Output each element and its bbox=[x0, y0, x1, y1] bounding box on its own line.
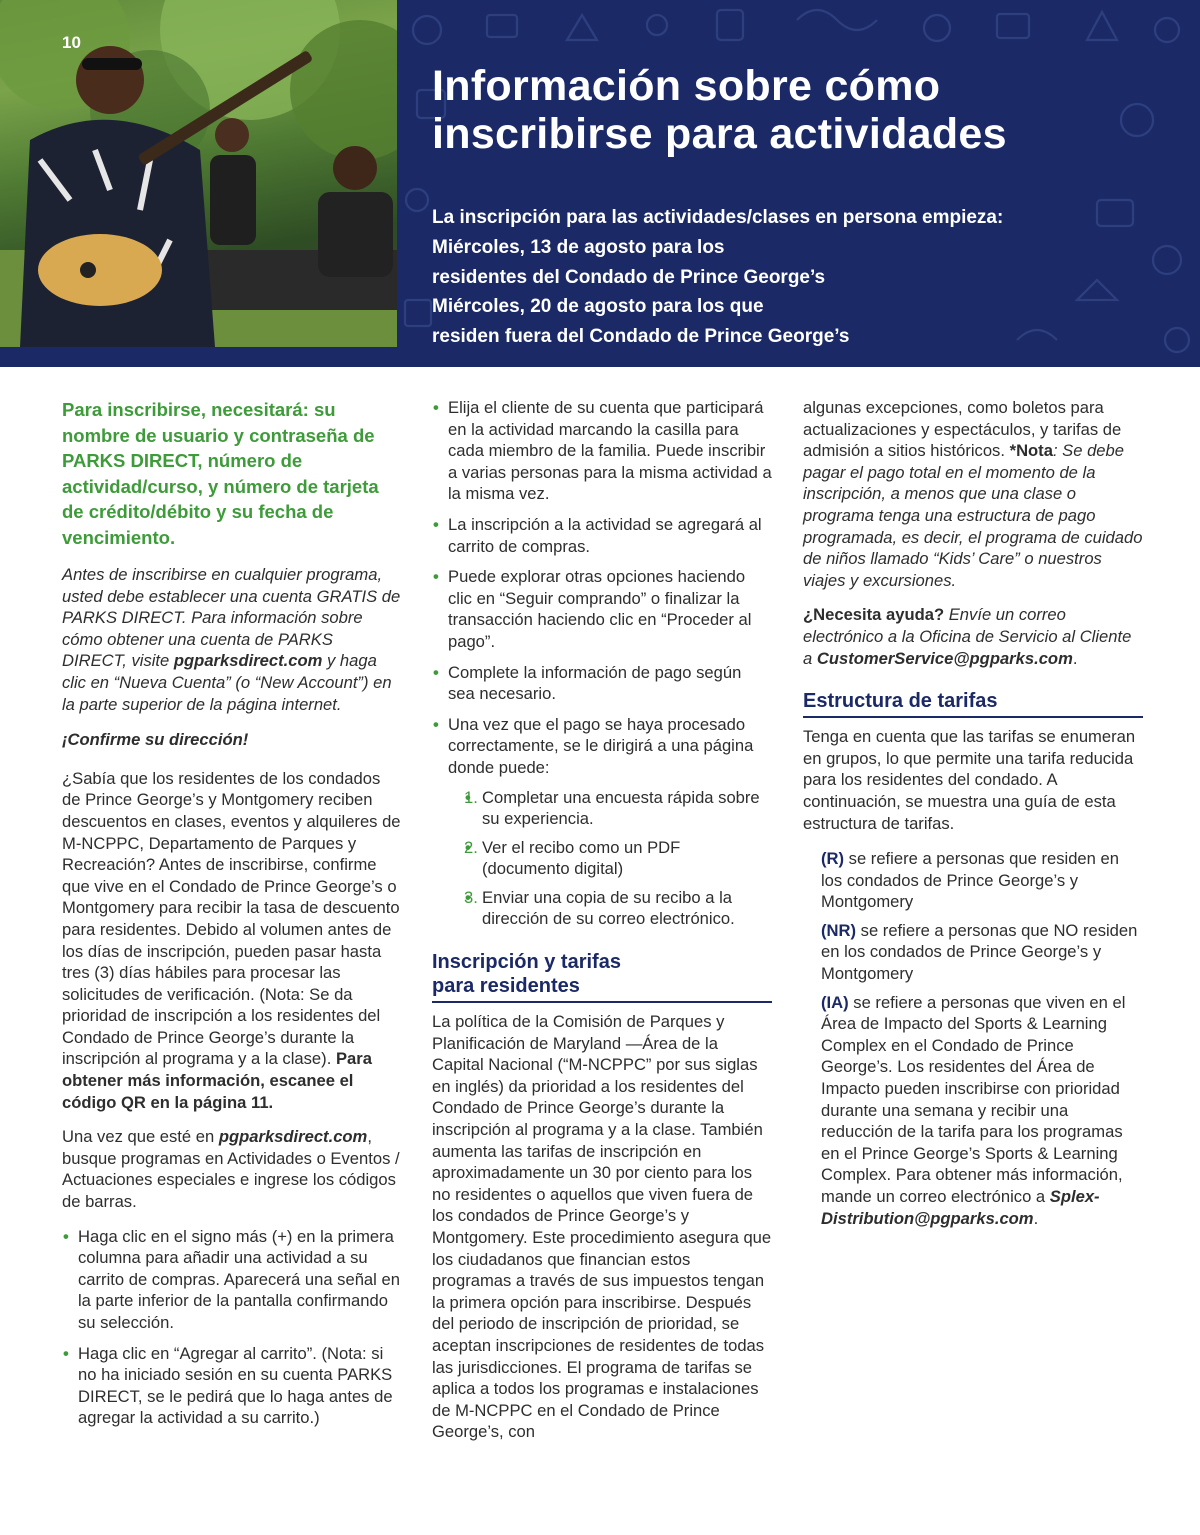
step-number: • 1. bbox=[464, 787, 478, 807]
tier-nonresident bbox=[821, 920, 1143, 985]
registration-intro: La inscripción para las actividades/clases en persona empieza: bbox=[432, 207, 1004, 228]
exceptions-paragraph bbox=[803, 397, 1143, 591]
resident-fees-heading bbox=[432, 950, 772, 1003]
numbered-item bbox=[464, 787, 772, 830]
checkout-steps-list bbox=[432, 397, 772, 930]
help-paragraph bbox=[803, 604, 1143, 669]
title-banner bbox=[397, 0, 1200, 367]
exceptions-text: algunas excepciones, como boletos para actualizaciones y espectáculos, y tarifas de admisión a sitios históricos. bbox=[803, 398, 1122, 461]
registration-dates-nonresidents bbox=[432, 292, 1172, 352]
parksdirect-link[interactable]: pgparksdirect.com bbox=[173, 651, 323, 671]
list-item: • Puede explorar otras opciones haciendo clic en “Seguir comprando” o finalizar la transacción haciendo clic en “Proceder al pago”. bbox=[432, 566, 772, 652]
step-text: Enviar una copia de su recibo a la dirección de su correo electrónico. bbox=[482, 887, 735, 929]
online-text-2: , busque programas en Actividades o Eventos / Actuaciones especiales e ingrese los códigos de barras. bbox=[62, 1127, 400, 1212]
date-residents-line-1: Miércoles, 13 de agosto para los bbox=[432, 237, 725, 258]
step-text: Ver el recibo como un PDF (documento digital) bbox=[482, 837, 681, 879]
step-number: • 3. bbox=[464, 887, 478, 907]
help-label: ¿Necesita ayuda? bbox=[803, 605, 945, 625]
requirements-lead: Para inscribirse, necesitará: su nombre de usuario y contraseña de PARKS DIRECT, número de actividad/curso, y número de tarjeta de crédito/débito y su fecha de vencimiento. bbox=[62, 399, 379, 548]
column-1 bbox=[62, 397, 402, 1438]
tier-code-nr: (NR) bbox=[821, 920, 857, 940]
tier-code-r: (R) bbox=[821, 849, 845, 869]
list-item bbox=[432, 714, 772, 930]
title-line-2: inscribirse para actividades bbox=[432, 110, 1007, 158]
resident-policy-paragraph: La política de la Comisión de Parques y Planificación de Maryland —Área de la Capital Nacional (“M-NCPPC” por sus siglas en inglés) da prioridad a los residentes del Condado de Prince George’s durante la inscripción al programa y a la clase. También aumenta las tarifas de inscripción en aproximadamente un 30 por ciento para los no residentes o aquellos que viven fuera de los condados de Prince George’s y Montgomery. Este procedimiento asegura que los ciudadanos que financian estos programas a través de sus impuestos tengan la primera opción para inscribirse. Después del periodo de inscripción de prioridad, se aceptan inscripciones de residentes de todas las jurisdicciones. El programa de tarifas se aplica a todos los programas e instalaciones de M-NCPPC en el Condado de Prince George’s, con bbox=[432, 1012, 772, 1442]
confirm-address-paragraph bbox=[62, 768, 402, 1114]
tier-code-ia: (IA) bbox=[821, 992, 849, 1012]
help-period: . bbox=[1072, 648, 1078, 668]
splex-email-link[interactable]: Splex-Distribution@pgparks.com bbox=[821, 1187, 1100, 1228]
note-label: *Nota bbox=[1009, 441, 1053, 461]
title-line-1: Información sobre cómo bbox=[432, 62, 941, 110]
date-residents-line-2: residentes del Condado de Prince George’s bbox=[432, 267, 826, 288]
post-payment-options bbox=[464, 787, 772, 931]
date-nonresidents-line-2: residen fuera del Condado de Prince George’s bbox=[432, 326, 850, 347]
customer-service-email-link[interactable]: CustomerService@pgparks.com bbox=[816, 648, 1073, 668]
step-text: Completar una encuesta rápida sobre su experiencia. bbox=[482, 787, 760, 829]
heading-line-2: para residentes bbox=[432, 975, 580, 998]
tier-r-text: se refiere a personas que residen en los condados de Prince George’s y Montgomery bbox=[821, 849, 1119, 912]
note-text: : Se debe pagar el pago total en el momento de la inscripción, a menos que una clase o programa tenga una estructura de pago programada, es decir, el programa de cuidado de niños llamado “Kids’ Care” o nuestros viajes y excursiones. bbox=[803, 441, 1143, 590]
step-number: • 2. bbox=[464, 837, 478, 857]
list-item: • Complete la información de pago según sea necesario. bbox=[432, 662, 772, 705]
date-nonresidents-line-1: Miércoles, 20 de agosto para los que bbox=[432, 296, 764, 317]
page-title bbox=[432, 62, 1172, 158]
header-banner bbox=[0, 0, 1200, 367]
online-text-1: Una vez que esté en bbox=[62, 1127, 215, 1147]
tier-resident bbox=[821, 848, 1143, 913]
fee-structure-intro: Tenga en cuenta que las tarifas se enumeran en grupos, lo que permite una tarifa reducida para los residentes del condado. A continuación, se muestra una guía de esta estructura de tarifas. bbox=[803, 727, 1136, 833]
tier-ia-text: se refiere a personas que viven en el Área de Impacto del Sports & Learning Complex en el Condado de Prince George’s. Los residentes del Área de Impacto pueden inscribirse con prioridad durante una semana y recibir una reducción de la tarifa para los programas en el Prince George’s Sports & Learning Complex. Para obtener más información, mande un correo electrónico a bbox=[821, 992, 1126, 1206]
list-item: • La inscripción a la actividad se agregará al carrito de compras. bbox=[432, 514, 772, 557]
column-2 bbox=[432, 397, 772, 1456]
fee-structure-heading: Estructura de tarifas bbox=[803, 689, 1143, 718]
numbered-item bbox=[464, 837, 772, 880]
tier-nr-text: se refiere a personas que NO residen en los condados de Prince George’s y Montgomery bbox=[821, 920, 1138, 984]
column-3 bbox=[803, 397, 1143, 1236]
tier-period: . bbox=[1033, 1208, 1039, 1228]
account-text-1: Antes de inscribirse en cualquier programa, usted debe establecer una cuenta GRATIS de PARKS DIRECT. Para información sobre cómo obtener una cuenta de PARKS DIRECT, visite bbox=[62, 565, 401, 671]
online-search-paragraph bbox=[62, 1126, 402, 1212]
account-paragraph bbox=[62, 564, 402, 715]
heading-line-1: Inscripción y tarifas bbox=[432, 951, 621, 974]
confirm-address-heading: ¡Confirme su dirección! bbox=[62, 730, 249, 750]
musician-photo bbox=[0, 0, 397, 347]
page-number: 10 bbox=[62, 33, 81, 52]
help-text: Envíe un correo electrónico a la Oficina de Servicio al Cliente a bbox=[803, 605, 1132, 668]
numbered-item bbox=[464, 887, 772, 930]
photo-bottom-strip bbox=[0, 347, 397, 367]
cart-steps-list bbox=[62, 1226, 402, 1429]
list-item: • Elija el cliente de su cuenta que participará en la actividad marcando la casilla para cada miembro de la familia. Puede inscribir a varias personas para la misma actividad a la misma vez. bbox=[432, 397, 772, 505]
qr-code-note: Para obtener más información, escanee el código QR en la página 11. bbox=[62, 1049, 372, 1112]
registration-dates-residents bbox=[432, 203, 1172, 293]
payment-processed-text: Una vez que el pago se haya procesado correctamente, se le dirigirá a una página donde puede: bbox=[448, 714, 754, 777]
list-item: • Haga clic en el signo más (+) en la primera columna para añadir una actividad a su carrito de compras. Aparecerá una señal en la parte inferior de la pantalla confirmando su selección. bbox=[62, 1226, 402, 1334]
fee-tier-list bbox=[821, 848, 1143, 1229]
account-text-2: y haga clic en “Nueva Cuenta” (o “New Account”) en la parte superior de la página internet. bbox=[62, 651, 392, 714]
confirm-body: ¿Sabía que los residentes de los condados de Prince George’s y Montgomery reciben descuentos en clases, eventos y alquileres de M-NCPPC, Departamento de Parques y Recreación? Antes de inscribirse, confirme que vive en el Condado de Prince George’s o Montgomery para recibir la tasa de descuento para residentes. Debido al volumen antes de los días de inscripción, pueden pasar hasta tres (3) días hábiles para procesar las solicitudes de verificación. (Nota: Se da prioridad de inscripción a los residentes del Condado de Prince George’s durante la inscripción al programa y a la clase). bbox=[62, 768, 401, 1069]
list-item: • Haga clic en “Agregar al carrito”. (Nota: si no ha iniciado sesión en su cuenta PARKS DIRECT, se le pedirá que lo haga antes de agregar la actividad a su carrito.) bbox=[62, 1343, 402, 1429]
tier-impact-area bbox=[821, 992, 1143, 1230]
parksdirect-link-2[interactable]: pgparksdirect.com bbox=[218, 1127, 368, 1147]
musician-illustration bbox=[0, 0, 397, 347]
